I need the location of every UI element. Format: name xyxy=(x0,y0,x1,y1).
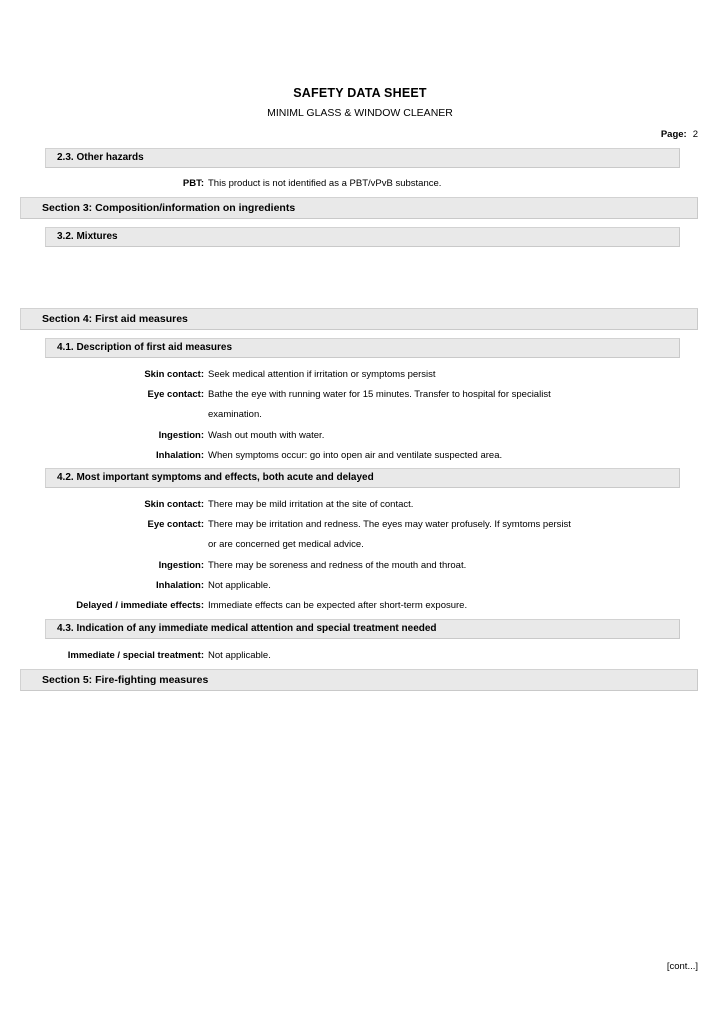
document-title: SAFETY DATA SHEET xyxy=(293,86,427,100)
pbt-value: This product is not identified as a PBT/vPvB substance. xyxy=(208,178,442,189)
symptoms-skin-contact-label: Skin contact: xyxy=(144,499,204,510)
first-aid-eye-contact-value xyxy=(204,388,720,422)
page-number-label: Page: xyxy=(660,129,687,140)
row-symptoms-inhalation xyxy=(0,579,720,593)
symptoms-ingestion-value: There may be soreness and redness of the mouth and throat. xyxy=(208,560,467,571)
section-heading-3-label: Section 3: Composition/information on ingredients xyxy=(42,202,296,214)
symptoms-eye-contact-value-line1: There may be irritation and redness. The eyes may water profusely. If symtoms persist xyxy=(208,519,571,530)
row-first-aid-inhalation xyxy=(0,449,720,463)
immediate-special-treatment-value: Not applicable. xyxy=(208,650,271,661)
subsection-heading-4-3-label: 4.3. Indication of any immediate medical attention and special treatment needed xyxy=(57,623,437,634)
subsection-heading-2-3 xyxy=(45,148,680,168)
subsection-heading-4-1-label: 4.1. Description of first aid measures xyxy=(57,342,233,353)
subsection-heading-4-1 xyxy=(45,338,680,358)
subsection-heading-4-2-label: 4.2. Most important symptoms and effects, both acute and delayed xyxy=(57,472,374,483)
product-name: MINIML GLASS & WINDOW CLEANER xyxy=(267,107,453,119)
row-symptoms-skin-contact xyxy=(0,498,720,512)
page-number xyxy=(661,129,698,140)
first-aid-eye-contact-value-line2: examination. xyxy=(208,409,262,420)
subsection-heading-3-2-label: 3.2. Mixtures xyxy=(57,231,118,242)
row-first-aid-eye-contact xyxy=(0,388,720,422)
first-aid-eye-contact-value-line1: Bathe the eye with running water for 15 minutes. Transfer to hospital for specialist xyxy=(208,389,551,400)
section-heading-3 xyxy=(20,197,698,219)
symptoms-eye-contact-label: Eye contact: xyxy=(147,519,204,530)
subsection-heading-4-3 xyxy=(45,619,680,639)
first-aid-inhalation-label: Inhalation: xyxy=(155,450,204,461)
row-first-aid-ingestion xyxy=(0,429,720,443)
first-aid-eye-contact-label: Eye contact: xyxy=(147,389,204,400)
page-number-value: 2 xyxy=(692,129,698,140)
symptoms-skin-contact-value: There may be mild irritation at the site of contact. xyxy=(208,499,414,510)
section-heading-5-label: Section 5: Fire-fighting measures xyxy=(42,674,209,686)
subsection-heading-4-2 xyxy=(45,468,680,488)
document-header xyxy=(0,86,720,120)
pbt-label: PBT: xyxy=(182,178,204,189)
symptoms-inhalation-label: Inhalation: xyxy=(155,580,204,591)
first-aid-ingestion-value: Wash out mouth with water. xyxy=(208,430,325,441)
subsection-heading-2-3-label: 2.3. Other hazards xyxy=(57,152,144,163)
symptoms-delayed-effects-value: Immediate effects can be expected after short-term exposure. xyxy=(208,600,468,611)
symptoms-eye-contact-value-line2: or are concerned get medical advice. xyxy=(208,539,364,550)
symptoms-ingestion-label: Ingestion: xyxy=(158,560,204,571)
section-heading-4-label: Section 4: First aid measures xyxy=(42,313,188,325)
symptoms-delayed-effects-label: Delayed / immediate effects: xyxy=(76,600,204,611)
row-symptoms-ingestion xyxy=(0,559,720,573)
continuation-marker: [cont...] xyxy=(666,961,698,972)
section-heading-4 xyxy=(20,308,698,330)
first-aid-inhalation-value: When symptoms occur: go into open air and ventilate suspected area. xyxy=(208,450,503,461)
first-aid-ingestion-label: Ingestion: xyxy=(158,430,204,441)
immediate-special-treatment-label: Immediate / special treatment: xyxy=(67,650,204,661)
row-first-aid-skin-contact xyxy=(0,368,720,382)
first-aid-skin-contact-value: Seek medical attention if irritation or symptoms persist xyxy=(208,369,436,380)
row-symptoms-eye-contact xyxy=(0,518,720,552)
first-aid-skin-contact-label: Skin contact: xyxy=(144,369,204,380)
symptoms-eye-contact-value xyxy=(204,518,720,552)
row-symptoms-delayed-effects xyxy=(0,599,720,613)
subsection-heading-3-2 xyxy=(45,227,680,247)
row-immediate-special-treatment xyxy=(0,649,720,663)
section-heading-5 xyxy=(20,669,698,691)
symptoms-inhalation-value: Not applicable. xyxy=(208,580,271,591)
row-pbt xyxy=(0,177,720,191)
